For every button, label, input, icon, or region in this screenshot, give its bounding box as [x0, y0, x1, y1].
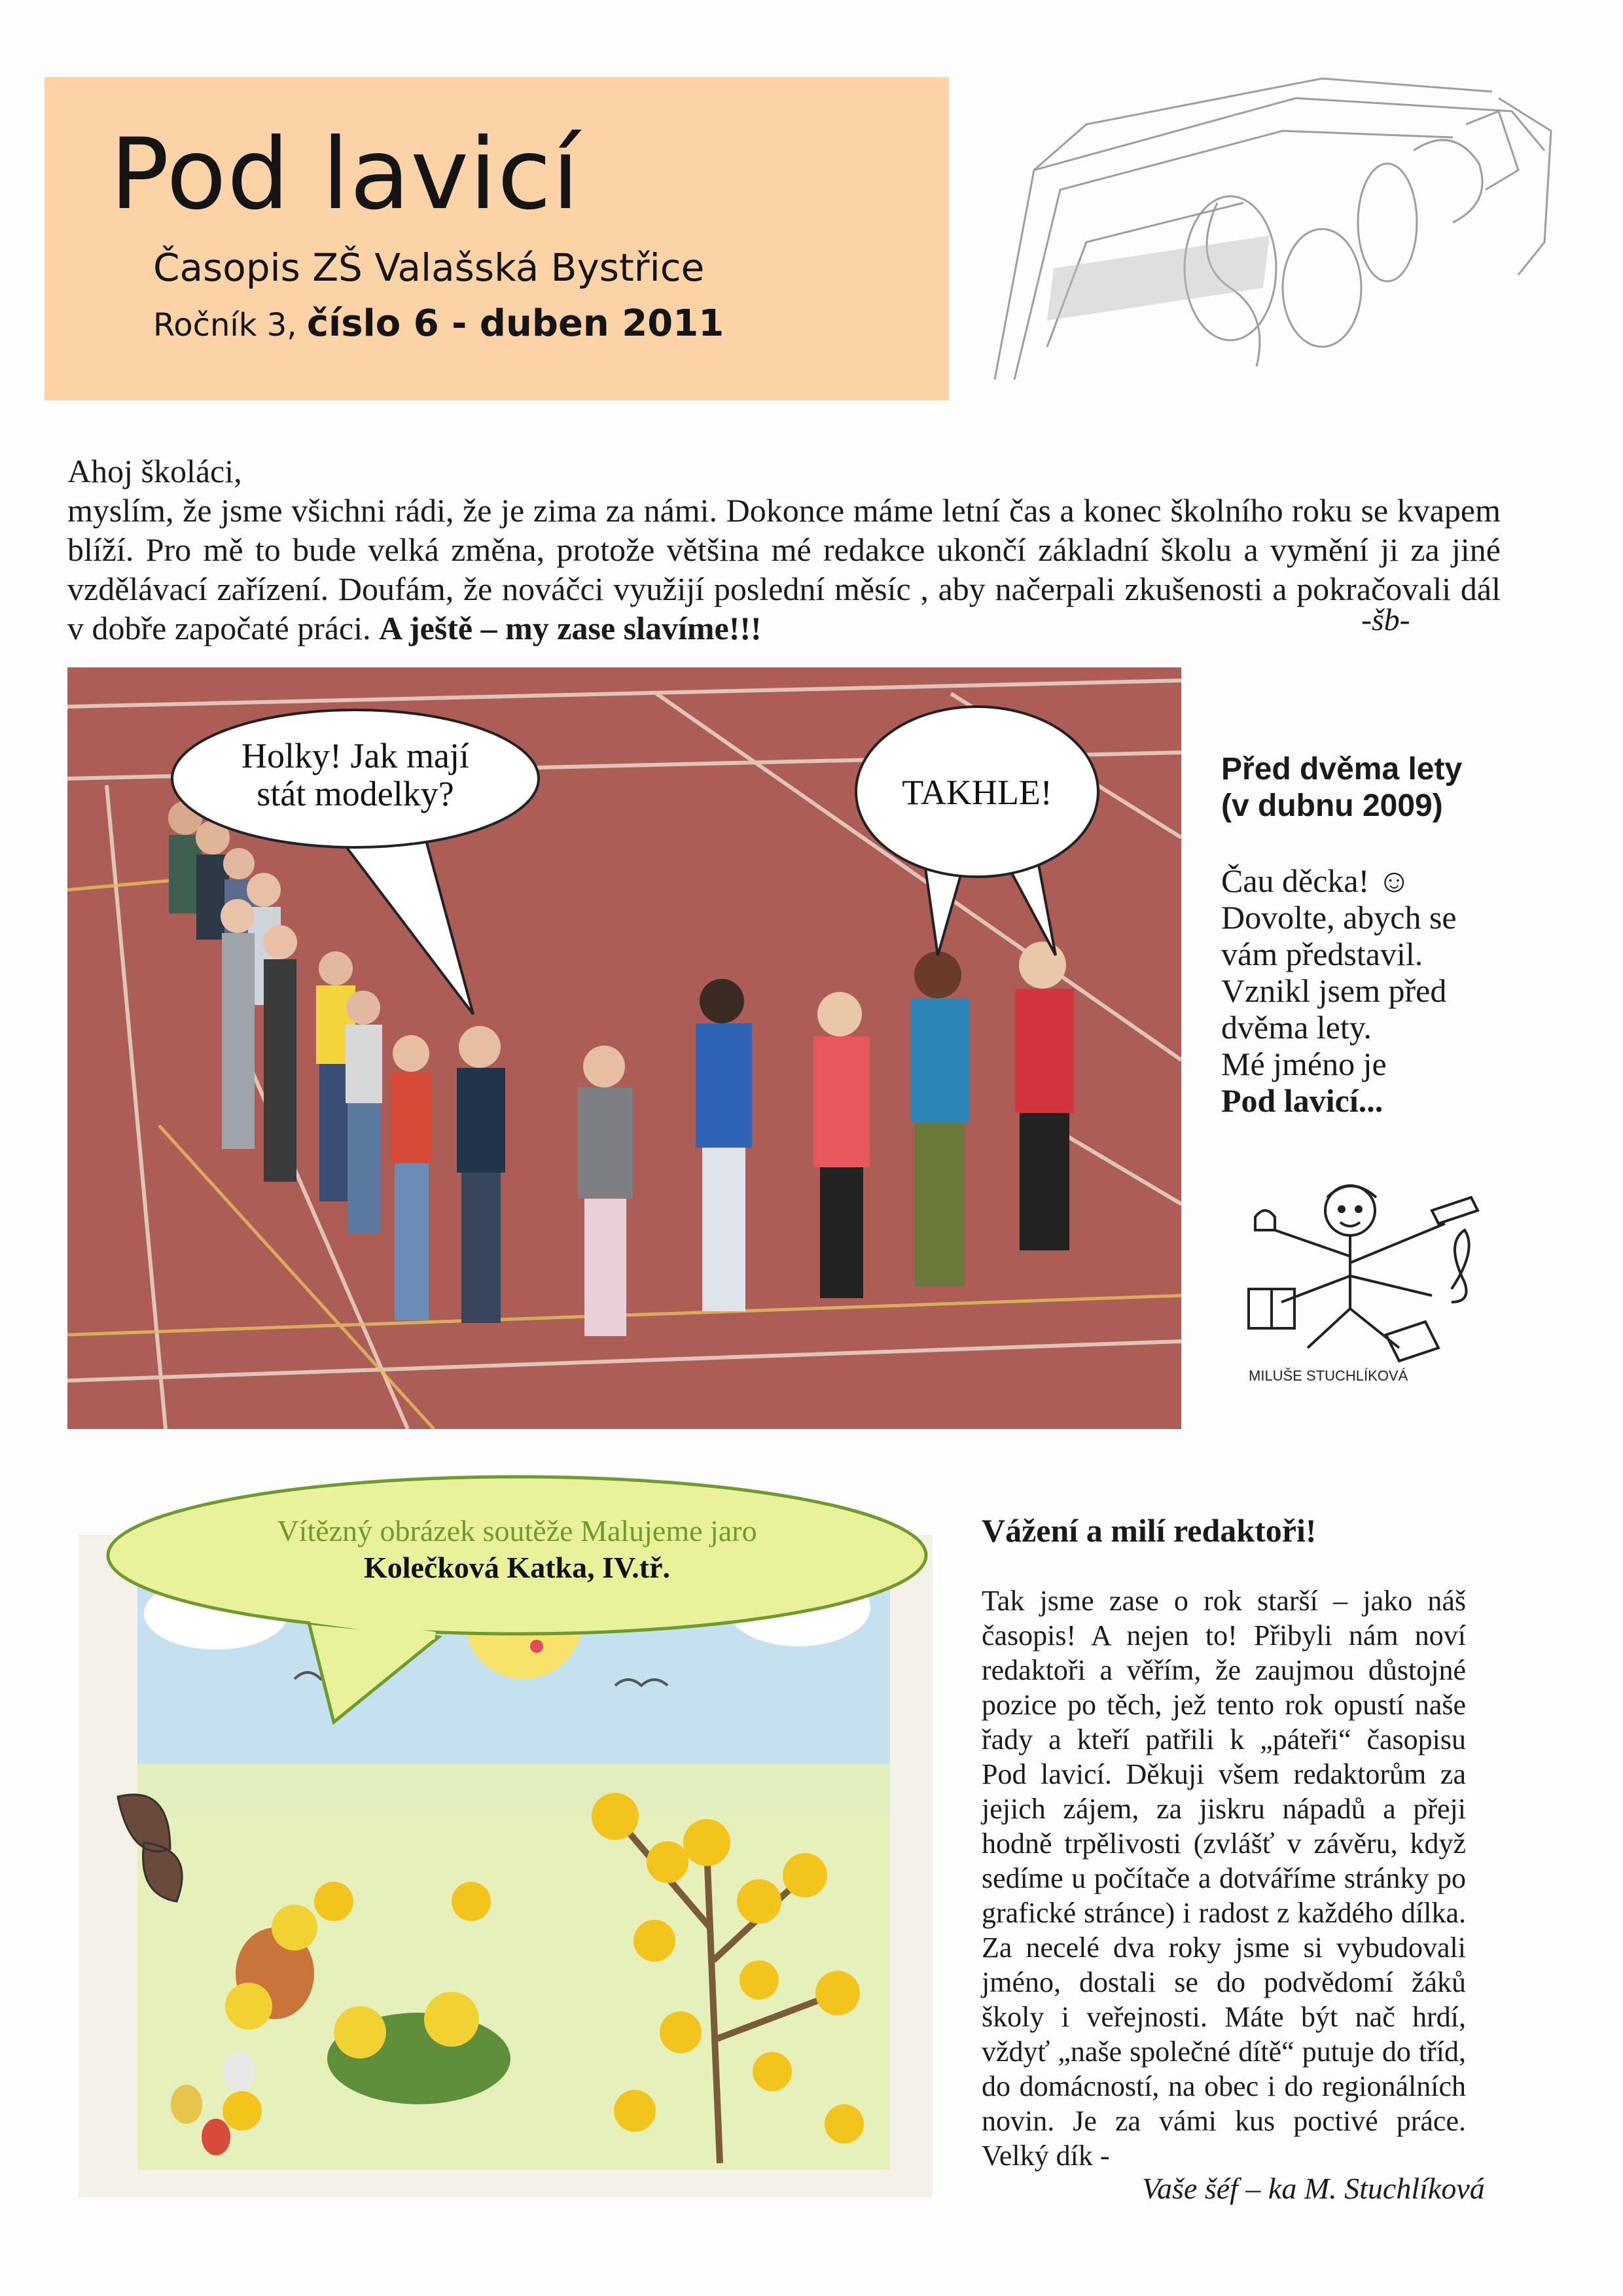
kid-figure	[457, 1026, 505, 1323]
logo-sketch-image	[955, 72, 1564, 399]
magazine-title: Pod lavicí	[110, 118, 580, 232]
issue-number: číslo 6 - duben 2011	[306, 302, 724, 345]
sidebar-line: dvěma lety.	[1221, 1009, 1372, 1046]
winner-caption-line1: Vítězný obrázek soutěže Malujeme jaro	[277, 1514, 757, 1547]
kid-figure	[221, 899, 255, 1149]
issue-info	[153, 302, 724, 345]
sidebar-line: Vznikl jsem před	[1221, 972, 1447, 1009]
intro-bold-end: A ještě – my zase slavíme!!!	[379, 610, 762, 646]
bubble-left-line1: Holky! Jak mají	[241, 736, 469, 775]
letter-text	[982, 1583, 1466, 2173]
sidebar-line: Čau děcka! ☺	[1221, 862, 1411, 899]
sidebar-heading	[1221, 751, 1548, 824]
letter-paragraph: Tak jsme zase o rok starší – jako náš časopis! A nejen to! Přibyli nám noví redaktoři a věřím, že zaujmou důstojné pozice po těch, jež tento rok opustí naše řady a kteří patřili k „páteři“ časopisu Pod lavicí. Děkuji všem redaktorům za jejich zájem, za jiskru nápadů a přeji hodně trpělivosti (zvlášť v závěru, když sedíme u počítače a dotváříme stránky po grafické stránce) i radost z každého dílka. Za necelé dva roky jsme si vybudovali jméno, dostali se do podvědomí žáků školy i veřejnosti. Máte být nač hrdí, vždyť „naše společné dítě“ putuje do tříd, do domácností, na obec i do regionálních novin. Je za vámi kus poctivé práce. Velký dík -	[982, 1585, 1466, 2172]
sidebar-line: Dovolte, abych se	[1221, 899, 1457, 936]
intro-greeting: Ahoj školáci,	[67, 453, 242, 489]
letter-heading: Vážení a milí redaktoři!	[982, 1512, 1317, 1549]
kid-figure	[263, 925, 297, 1182]
magazine-subtitle: Časopis ZŠ Valašská Bystřice	[153, 245, 705, 290]
kid-figure	[696, 979, 752, 1311]
sidebar-line: Mé jméno je	[1221, 1046, 1387, 1082]
speech-bubble-right-text: TAKHLE!	[902, 773, 1052, 812]
intro-paragraph	[67, 491, 1501, 648]
kid-figure	[813, 992, 870, 1298]
mascot-sketch-image	[1236, 1171, 1504, 1387]
sidebar-line: vám představil.	[1221, 936, 1423, 972]
bubble-left-line2: stát modelky?	[257, 774, 454, 813]
kid-figure	[578, 1046, 633, 1336]
letter-signature: Vaše šéf – ka M. Stuchlíková	[1142, 2172, 1485, 2205]
sidebar-name: Pod lavicí...	[1221, 1082, 1383, 1119]
sidebar-heading-line1: Před dvěma lety	[1221, 752, 1463, 786]
intro-signature: -šb-	[1361, 603, 1410, 637]
intro-text	[67, 451, 1501, 648]
sidebar-heading-line2: (v dubnu 2009)	[1221, 788, 1443, 823]
speech-bubble-left-text	[205, 737, 506, 813]
kid-figure	[910, 951, 969, 1286]
kid-figure	[391, 1035, 432, 1320]
intro-body: myslím, že jsme všichni rádi, že je zima za námi. Dokonce máme letní čas a konec školního roku se kvapem blíží. Pro mě to bude velká změna, protože většina mé redakce ukončí základní školu a vymění ji za jiné vzdělávací zařízení. Doufám, že nováčci využijí poslední měsíc , aby načerpali zkušenosti a pokračovali dál v dobře započaté práci.	[67, 492, 1501, 646]
class-photo	[67, 667, 1181, 1429]
winner-caption	[124, 1513, 910, 1586]
issue-prefix: Ročník 3,	[153, 307, 297, 344]
kid-figure	[346, 991, 382, 1234]
sidebar-text	[1221, 862, 1483, 1119]
sketch-caption: MILUŠE STUCHLÍKOVÁ	[1249, 1368, 1408, 1384]
winner-caption-line2: Kolečková Katka, IV.tř.	[363, 1551, 671, 1584]
